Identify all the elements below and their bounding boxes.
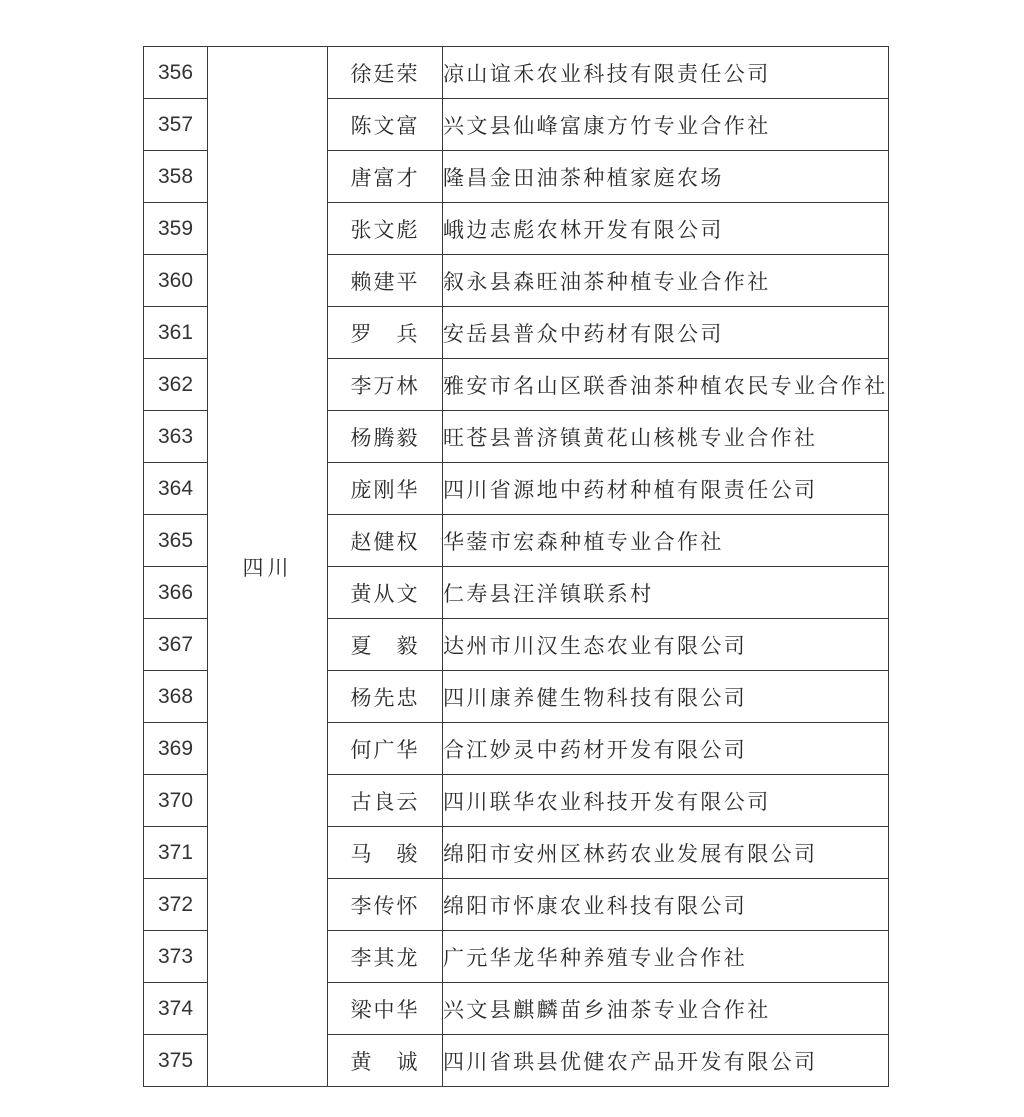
row-number-cell: 361 [144,307,208,359]
table-row [144,47,889,99]
row-number-cell: 359 [144,203,208,255]
person-name-cell: 古良云 [328,775,443,827]
organization-cell: 旺苍县普济镇黄花山核桃专业合作社 [443,411,889,463]
person-name-cell: 杨先忠 [328,671,443,723]
row-number-cell: 357 [144,99,208,151]
organization-cell: 四川康养健生物科技有限公司 [443,671,889,723]
row-number-cell: 363 [144,411,208,463]
organization-cell: 达州市川汉生态农业有限公司 [443,619,889,671]
organization-cell: 安岳县普众中药材有限公司 [443,307,889,359]
organization-cell: 凉山谊禾农业科技有限责任公司 [443,47,889,99]
organization-cell: 隆昌金田油茶种植家庭农场 [443,151,889,203]
organization-cell: 兴文县仙峰富康方竹专业合作社 [443,99,889,151]
roster-body [144,47,889,1087]
person-name-cell: 庞刚华 [328,463,443,515]
person-name-cell: 梁中华 [328,983,443,1035]
organization-cell: 四川联华农业科技开发有限公司 [443,775,889,827]
organization-cell: 合江妙灵中药材开发有限公司 [443,723,889,775]
row-number-cell: 369 [144,723,208,775]
organization-cell: 兴文县麒麟苗乡油茶专业合作社 [443,983,889,1035]
row-number-cell: 372 [144,879,208,931]
person-name-cell: 李万林 [328,359,443,411]
organization-cell: 叙永县森旺油茶种植专业合作社 [443,255,889,307]
row-number-cell: 374 [144,983,208,1035]
person-name-cell: 黄从文 [328,567,443,619]
row-number-cell: 373 [144,931,208,983]
person-name-cell: 马 骏 [328,827,443,879]
row-number-cell: 358 [144,151,208,203]
person-name-cell: 夏 毅 [328,619,443,671]
person-name-cell: 李传怀 [328,879,443,931]
row-number-cell: 360 [144,255,208,307]
organization-cell: 绵阳市怀康农业科技有限公司 [443,879,889,931]
person-name-cell: 罗 兵 [328,307,443,359]
organization-cell: 四川省珙县优健农产品开发有限公司 [443,1035,889,1087]
province-cell: 四川 [208,47,328,1087]
person-name-cell: 陈文富 [328,99,443,151]
person-name-cell: 张文彪 [328,203,443,255]
organization-cell: 雅安市名山区联香油茶种植农民专业合作社 [443,359,889,411]
row-number-cell: 366 [144,567,208,619]
roster-table [143,46,889,1087]
person-name-cell: 唐富才 [328,151,443,203]
person-name-cell: 赖建平 [328,255,443,307]
row-number-cell: 356 [144,47,208,99]
person-name-cell: 杨腾毅 [328,411,443,463]
row-number-cell: 365 [144,515,208,567]
row-number-cell: 368 [144,671,208,723]
person-name-cell: 黄 诚 [328,1035,443,1087]
person-name-cell: 赵健权 [328,515,443,567]
organization-cell: 四川省源地中药材种植有限责任公司 [443,463,889,515]
person-name-cell: 徐廷荣 [328,47,443,99]
row-number-cell: 364 [144,463,208,515]
person-name-cell: 何广华 [328,723,443,775]
person-name-cell: 李其龙 [328,931,443,983]
row-number-cell: 370 [144,775,208,827]
organization-cell: 广元华龙华种养殖专业合作社 [443,931,889,983]
row-number-cell: 371 [144,827,208,879]
row-number-cell: 367 [144,619,208,671]
organization-cell: 绵阳市安州区林药农业发展有限公司 [443,827,889,879]
organization-cell: 仁寿县汪洋镇联系村 [443,567,889,619]
organization-cell: 峨边志彪农林开发有限公司 [443,203,889,255]
organization-cell: 华蓥市宏森种植专业合作社 [443,515,889,567]
row-number-cell: 362 [144,359,208,411]
row-number-cell: 375 [144,1035,208,1087]
